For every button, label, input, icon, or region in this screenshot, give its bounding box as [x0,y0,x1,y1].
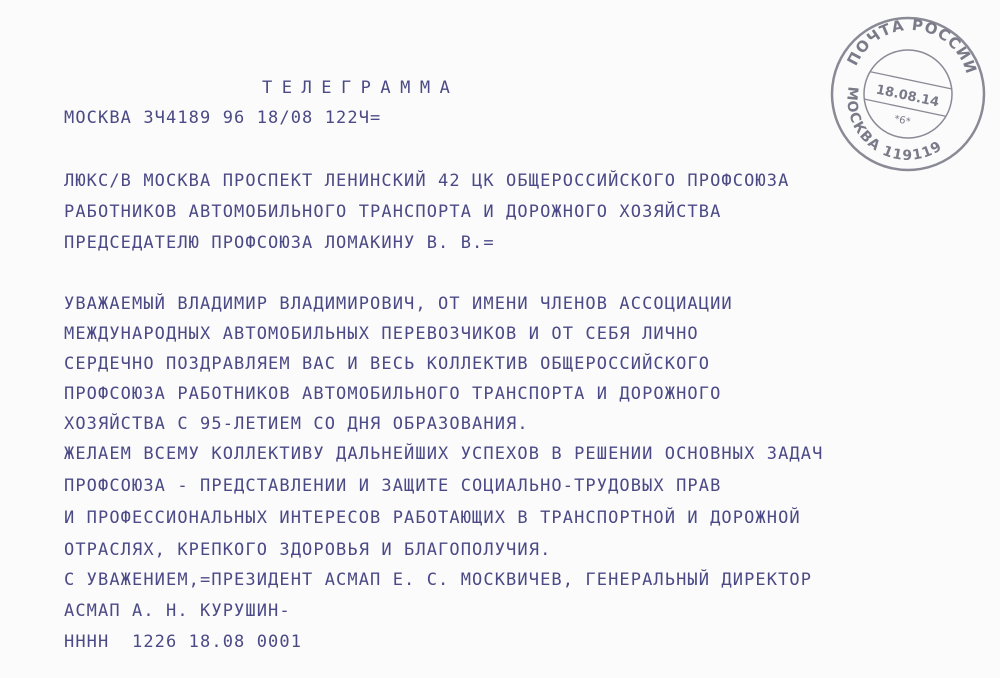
body-line-1: УВАЖАЕМЫЙ ВЛАДИМИР ВЛАДИМИРОВИЧ, ОТ ИМЕНИ ЧЛЕНОВ АССОЦИАЦИИ [64,294,733,314]
body-line-9: ОТРАСЛЯХ, КРЕПКОГО ЗДОРОВЬЯ И БЛАГОПОЛУЧИЯ. [64,540,552,560]
address-line-2: РАБОТНИКОВ АВТОМОБИЛЬНОГО ТРАНСПОРТА И ДОРОЖНОГО ХОЗЯЙСТВА [64,202,722,222]
body-line-5: ХОЗЯЙСТВА С 95-ЛЕТИЕМ СО ДНЯ ОБРАЗОВАНИЯ. [64,414,529,434]
body-line-8: И ПРОФЕССИОНАЛЬНЫХ ИНТЕРЕСОВ РАБОТАЮЩИХ В ТРАНСПОРТНОЙ И ДОРОЖНОЙ [64,508,801,528]
body-line-6: ЖЕЛАЕМ ВСЕМУ КОЛЛЕКТИВУ ДАЛЬНЕЙШИХ УСПЕХОВ В РЕШЕНИИ ОСНОВНЫХ ЗАДАЧ [64,444,824,464]
body-line-10: С УВАЖЕНИЕМ,=ПРЕЗИДЕНТ АСМАП Е. С. МОСКВИЧЕВ, ГЕНЕРАЛЬНЫЙ ДИРЕКТОР [64,570,813,590]
stamp-top-text: ПОЧТА РОССИИ [843,15,981,77]
body-line-2: МЕЖДУНАРОДНЫХ АВТОМОБИЛЬНЫХ ПЕРЕВОЗЧИКОВ И ОТ СЕБЯ ЛИЧНО [64,324,699,344]
telegram-title: ТЕЛЕГРАММА [262,78,460,98]
body-line-3: СЕРДЕЧНО ПОЗДРАВЛЯЕМ ВАС И ВЕСЬ КОЛЛЕКТИВ ОБЩЕРОССИЙСКОГО [64,354,711,374]
body-line-7: ПРОФСОЮЗА - ПРЕДСТАВЛЕНИИ И ЗАЩИТЕ СОЦИАЛЬНО-ТРУДОВЫХ ПРАВ [64,476,722,496]
stamp-date: 18.08.14 [874,82,941,111]
stamp-marker: *6* [893,113,912,128]
stamp-bottom-text: МОСКВА 119119 [843,85,946,164]
body-line-11: АСМАП А. Н. КУРУШИН- [64,601,291,621]
footer-line: НННН 1226 18.08 0001 [64,632,303,652]
postal-stamp [828,14,988,174]
address-line-1: ЛЮКС/В МОСКВА ПРОСПЕКТ ЛЕНИНСКИЙ 42 ЦК ОБЩЕРОССИЙСКОГО ПРОФСОЮЗА [64,171,790,191]
body-line-4: ПРОФСОЮЗА РАБОТНИКОВ АВТОМОБИЛЬНОГО ТРАНСПОРТА И ДОРОЖНОГО [64,384,722,404]
address-line-3: ПРЕДСЕДАТЕЛЮ ПРОФСОЮЗА ЛОМАКИНУ В. В.= [64,233,495,253]
header-line: МОСКВА 3Ч4189 96 18/08 122Ч= [64,108,382,128]
